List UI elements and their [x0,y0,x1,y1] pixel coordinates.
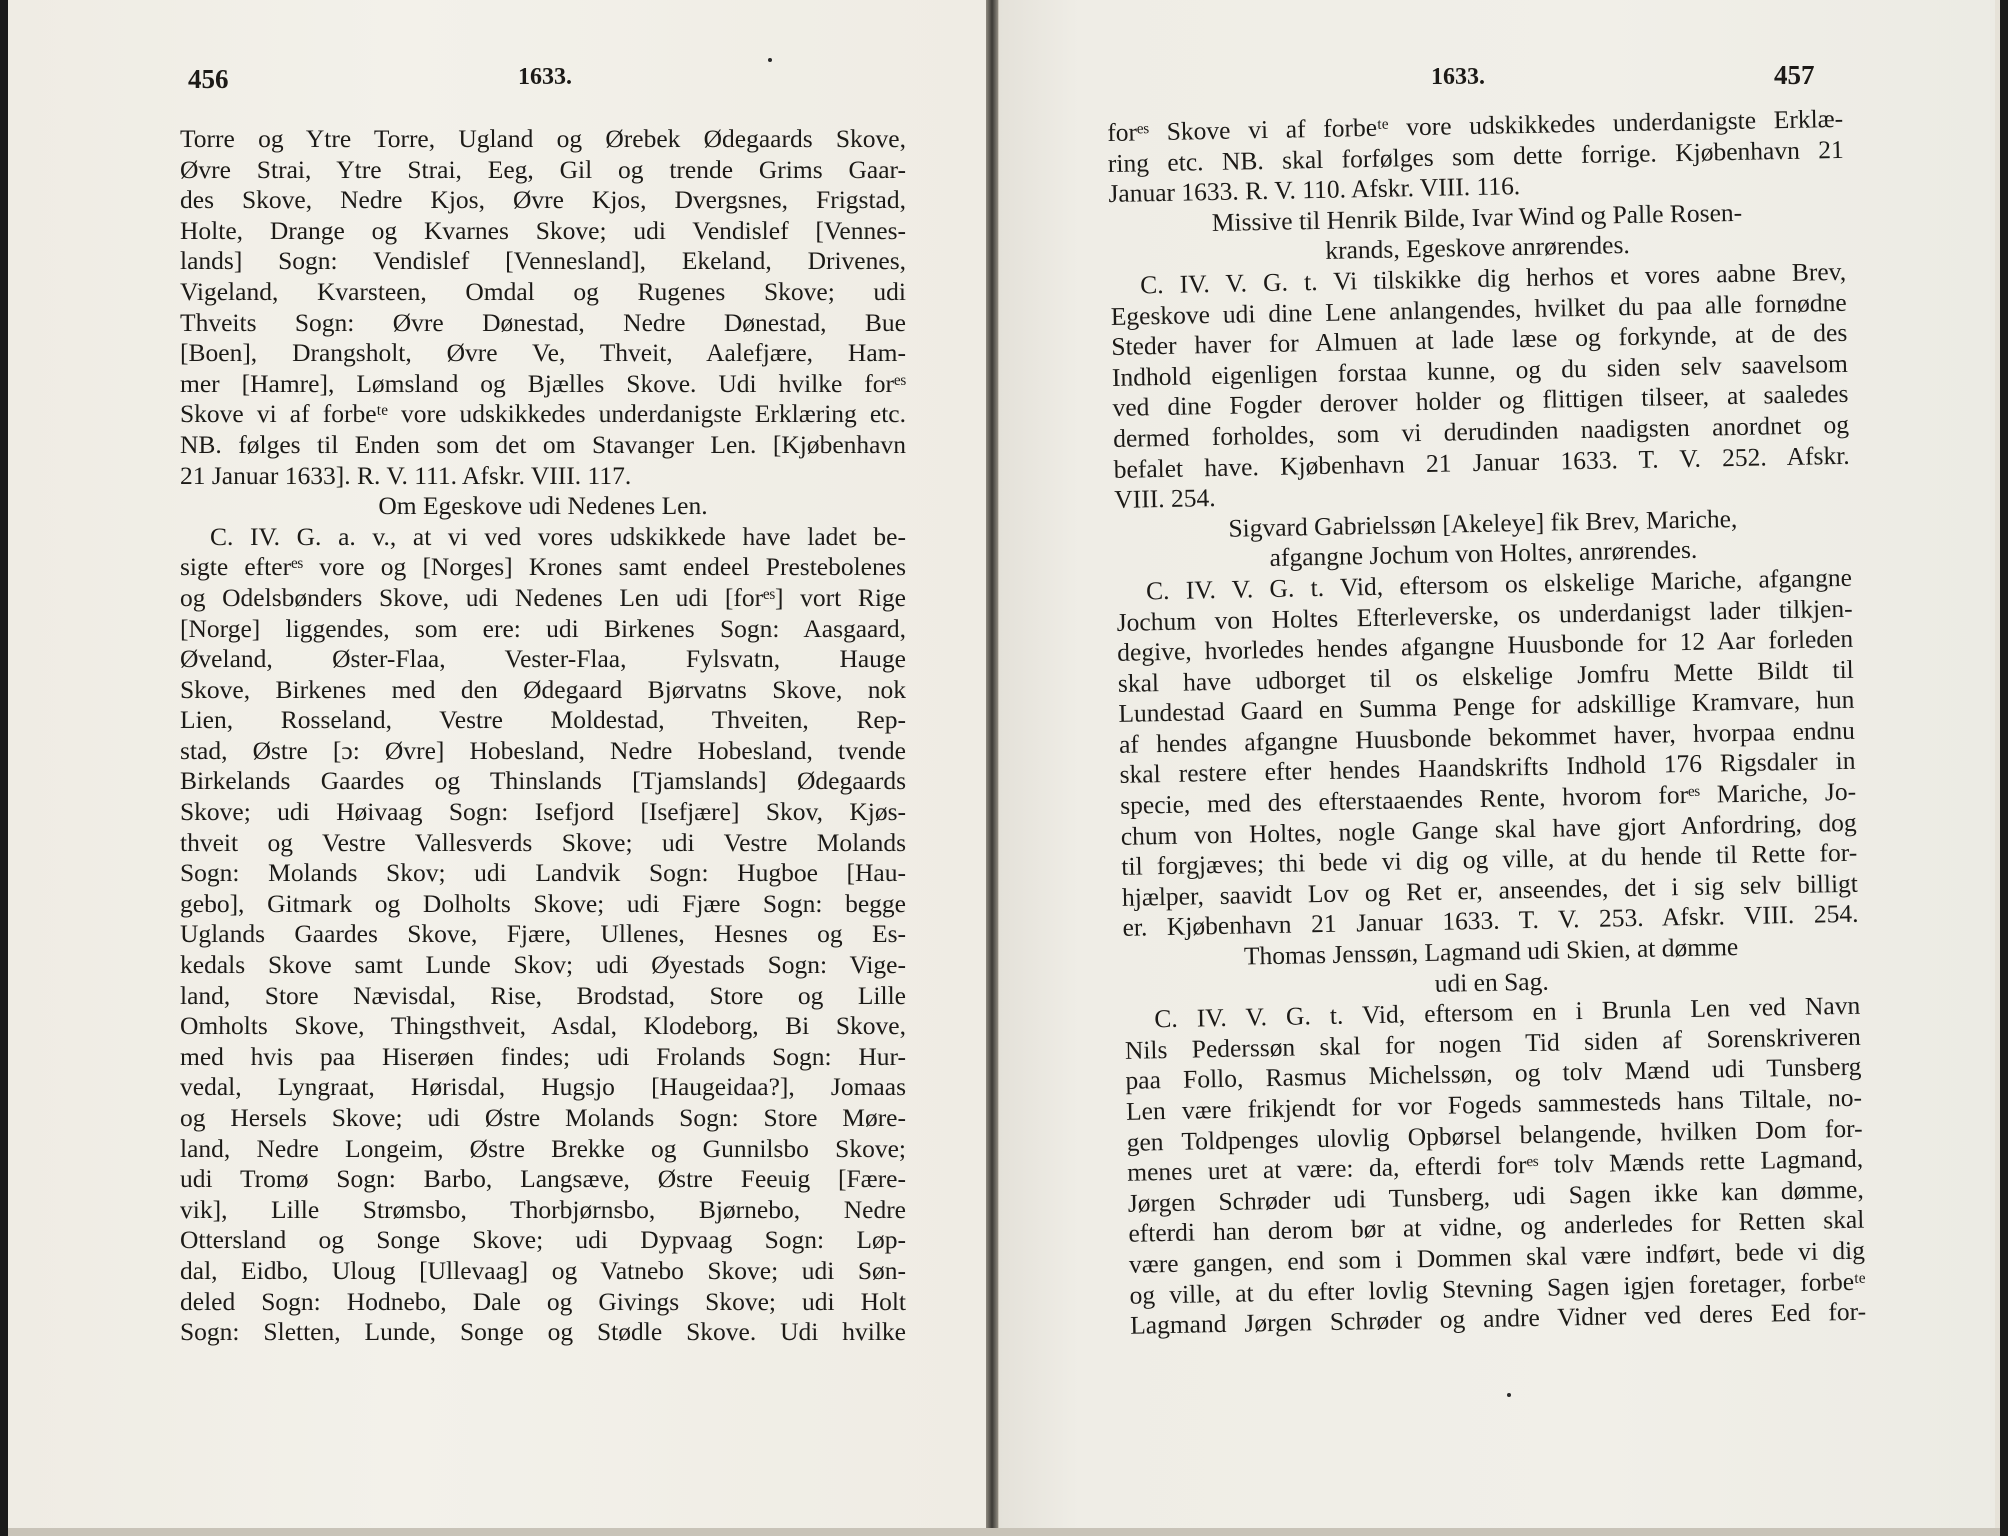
text-line: lands] Sogn: Vendislef [Vennesland], Ekeland, Drivenes, [180,246,906,276]
text-line: thveit og Vestre Vallesverds Skove; udi Vestre Molands [180,827,906,857]
page-bottom-edge [8,1528,2000,1536]
text-line: paa Follo, Rasmus Michelssøn, og tolv Mænd udi Tunsberg [1125,1052,1862,1096]
right-page [998,0,1995,1528]
text-line: degive, hvorledes hendes afgangne Huusbonde for 12 Aar forleden [1116,623,1854,667]
text-line: ved dine Fogder derover holder og flittigen tilseer, at saaledes [1112,379,1849,423]
text-line: NB. følges til Enden som det om Stavanger Len. [Kjøbenhavn [180,429,906,459]
text-line: og Hersels Skove; udi Østre Molands Sogn: Store Møre- [180,1103,906,1132]
text-line: forᵉˢ Skove vi af forbeᵗᵉ vore udskikkedes underdanigste Erklæ- [1107,103,1844,147]
text-line: Ottersland og Songe Skove; udi Dypvaag Sogn: Løp- [180,1225,906,1255]
text-line: med hvis paa Hiserøen findes; udi Frolands Sogn: Hur- [180,1041,906,1071]
text-line: og ville, at du efter lovlig Stevning Sagen igjen foretager, forbeᵗᵉ [1129,1266,1866,1310]
text-line: hjælper, saavidt Lov og Ret er, anseendes, det i sig selv billigt [1121,868,1859,912]
text-line: des Skove, Nedre Kjos, Øvre Kjos, Dvergsnes, Frigstad, [180,185,906,215]
text-line: af hendes afgangne Huusbonde bekommet haver, hvorpaa endnu [1118,715,1856,759]
text-line: land, Store Nævisdal, Rise, Brodstad, Store og Lille [180,980,906,1010]
text-line: Sogn: Molands Skov; udi Landvik Sogn: Hugboe [Hau- [180,858,906,888]
text-line: efterdi han derom bør at vidne, og anderledes for Retten skal [1128,1205,1865,1249]
text-line: Lien, Rosseland, Vestre Moldestad, Thveiten, Rep- [180,705,906,735]
text-line: Vigeland, Kvarsteen, Omdal og Rugenes Skove; udi [180,276,906,306]
text-line: Missive til Henrik Bilde, Ivar Wind og Palle Rosen- [1211,197,1743,237]
text-line: gen Toldpenges ulovlig Opbørsel belangende, hvilken Dom for- [1126,1113,1863,1157]
text-line: befalet have. Kjøbenhavn 21 Januar 1633. T. V. 252. Afskr. [1113,440,1850,484]
text-line: Uglands Gaardes Skove, Fjære, Ullenes, Hesnes og Es- [180,919,906,949]
text-line: C. IV. V. G. t. Vid, eftersom en i Brunla Len ved Navn [1154,990,1861,1034]
text-line: til forgjæves; thi bede vi dig og ville, at du hende til Rette for- [1121,837,1858,882]
text-line: være gangen, end som i Dommen skal være indført, bede vi dig [1128,1235,1866,1279]
text-line: Januar 1633. R. V. 110. Afskr. VIII. 116. [1108,171,1521,209]
right-page-text [1107,104,1866,1342]
text-line: Øvre Strai, Ytre Strai, Eeg, Gil og trende Grims Gaar- [180,154,906,184]
text-line: Skove; udi Høivaag Sogn: Isefjord [Isefjære] Skov, Kjøs- [180,797,906,827]
text-line: vik], Lille Strømsbo, Thorbjørnsbo, Bjørnebo, Nedre [180,1194,906,1224]
text-line: Øveland, Øster-Flaa, Vester-Flaa, Fylsvatn, Hauge [180,644,906,674]
text-line: specie, med des efterstaaendes Rente, hvorom forᵉˢ Mariche, Jo- [1119,776,1857,820]
text-line: dermed forholdes, som vi derudinden naadigsten anordnet og [1112,409,1850,453]
text-line: er. Kjøbenhavn 21 Januar 1633. T. V. 253. Afskr. VIII. 254. [1122,899,1859,943]
text-line: Len være frikjendt for vor Fogeds sammesteds hans Tiltale, no- [1125,1082,1863,1126]
text-line: skal restere efter hendes Haandskrifts Indhold 176 Rigsdaler in [1119,746,1856,790]
text-line: 21 Januar 1633]. R. V. 111. Afskr. VIII. 117. [180,460,632,490]
ink-speck [1507,1393,1511,1397]
ink-speck [768,58,772,62]
text-line: deled Sogn: Hodnebo, Dale og Givings Skove; udi Holt [180,1286,906,1316]
text-line: Indhold eigenligen forstaa kunne, og du siden selv saavelsom [1111,348,1849,392]
text-line: skal have udborget til os elskelige Jomfru Mette Bildt til [1117,654,1854,698]
text-line: Skove, Birkenes med den Ødegaard Bjørvatns Skove, nok [180,674,906,704]
text-line: Om Egeskove udi Nedenes Len. [378,491,708,521]
left-page-text [180,124,906,1348]
text-line: Lagmand Jørgen Schrøder og andre Vidner ved deres Eed for- [1129,1296,1867,1340]
text-line: Steder haver for Almuen at lade læse og forkynde, at de des [1111,317,1848,362]
text-line: Sigvard Gabrielssøn [Akeleye] fik Brev, Mariche, [1228,503,1738,543]
running-header-year-left: 1633. [518,64,572,90]
page-number-right: 457 [1774,60,1815,90]
text-line: krands, Egeskove anrørendes. [1325,230,1631,266]
text-line: Skove vi af forbeᵗᵉ vore udskikkedes underdanigste Erklæring etc. [180,399,906,429]
text-line: udi en Sag. [1434,966,1549,998]
book-gutter [986,0,998,1536]
text-line: vedal, Lyngraat, Hørisdal, Hugsjo [Haugeidaa?], Jomaas [180,1072,906,1102]
text-line: C. IV. G. a. v., at vi ved vores udskikkede have ladet be- [210,521,906,551]
book-spread [8,0,2000,1536]
text-line: menes uret at være: da, efterdi forᵉˢ tolv Mænds rette Lagmand, [1126,1143,1864,1187]
text-line: VIII. 254. [1114,483,1216,515]
text-line: Omholts Skove, Thingsthveit, Asdal, Klodeborg, Bi Skove, [180,1011,906,1041]
text-line: Jochum von Holtes Efterleverske, os underdanigst lader tilkjen- [1116,593,1853,637]
text-line: Lundestad Gaard en Summa Penge for adskillige Kramvare, hun [1118,685,1855,729]
text-line: dal, Eidbo, Uloug [Ullevaag] og Vatnebo Skove; udi Søn- [180,1255,906,1285]
text-line: udi Tromø Sogn: Barbo, Langsæve, Østre Feeuig [Fære- [180,1164,906,1194]
text-line: gebo], Gitmark og Dolholts Skove; udi Fjære Sogn: begge [180,888,906,918]
text-line: Jørgen Schrøder udi Tunsberg, udi Sagen ikke kan dømme, [1127,1174,1864,1218]
text-line: stad, Østre [ɔ: Øvre] Hobesland, Nedre Hobesland, tvende [180,735,906,765]
text-line: chum von Holtes, nogle Gange skal have gjort Anfordring, dog [1120,807,1857,851]
text-line: Thveits Sogn: Øvre Dønestad, Nedre Dønestad, Bue [180,307,906,337]
text-line: Torre og Ytre Torre, Ugland og Ørebek Ødegaards Skove, [180,124,906,153]
page-number-left: 456 [188,64,229,94]
running-header-year-right: 1633. [1431,64,1485,90]
left-page [8,0,987,1528]
text-line: kedals Skove samt Lunde Skov; udi Øyestads Sogn: Vige- [180,950,906,980]
text-line: Sogn: Sletten, Lunde, Songe og Stødle Skove. Udi hvilke [180,1317,906,1347]
text-line: afgangne Jochum von Holtes, anrørendes. [1269,535,1698,573]
text-line: C. IV. V. G. t. Vi tilskikke dig herhos et vores aabne Brev, [1139,256,1847,300]
text-line: sigte efterᵉˢ vore og [Norges] Krones samt endeel Prestebolenes [180,552,906,582]
text-line: mer [Hamre], Lømsland og Bjælles Skove. Udi hvilke forᵉˢ [180,368,906,398]
text-line: Thomas Jenssøn, Lagmand udi Skien, at dømme [1243,932,1739,971]
text-line: [Norge] liggendes, som ere: udi Birkenes Sogn: Aasgaard, [180,613,906,643]
text-line: og Odelsbønders Skove, udi Nedenes Len udi [forᵉˢ] vort Rige [180,582,906,612]
text-line: C. IV. V. G. t. Vid, eftersom os elskelige Mariche, afgangne [1145,562,1853,606]
text-line: [Boen], Drangsholt, Øvre Ve, Thveit, Aalefjære, Ham- [180,338,906,368]
text-line: land, Nedre Longeim, Østre Brekke og Gunnilsbo Skove; [180,1133,906,1163]
text-line: Holte, Drange og Kvarnes Skove; udi Vendislef [Vennes- [180,215,906,245]
text-line: ring etc. NB. skal forfølges som dette forrige. Kjøbenhavn 21 [1107,134,1845,178]
text-line: Egeskove udi dine Lene anlangendes, hvilket du paa alle fornødne [1110,287,1847,331]
text-line: Birkelands Gaardes og Thinslands [Tjamslands] Ødegaards [180,766,906,796]
text-line: Nils Pederssøn skal for nogen Tid siden af Sorenskriveren [1124,1021,1862,1065]
